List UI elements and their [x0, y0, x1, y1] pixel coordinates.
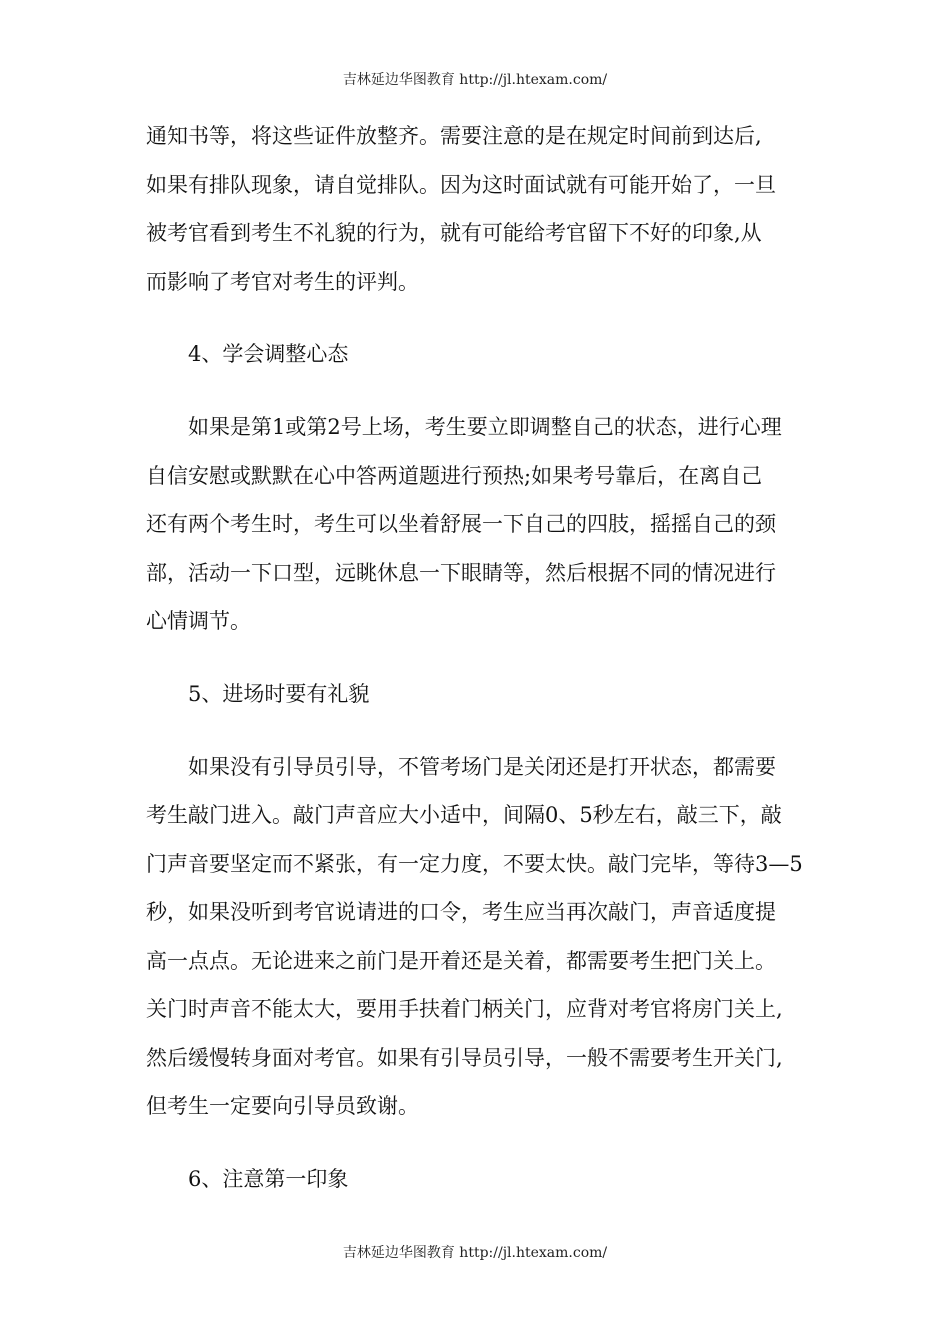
- page-footer: 吉林延边华图教育 http://jl.htexam.com/: [342, 1245, 608, 1261]
- text-line: 如果有排队现象，请自觉排队。因为这时面试就有可能开始了，一旦: [146, 172, 776, 197]
- text-line: 门声音要坚定而不紧张，有一定力度，不要太快。敲门完毕，等待3—5: [146, 851, 803, 876]
- text-line: 如果是第1或第2号上场，考生要立即调整自己的状态，进行心理: [188, 415, 782, 439]
- text-line: 但考生一定要向引导员致谢。: [146, 1094, 419, 1118]
- document-body: [146, 112, 812, 1203]
- text-line: 心情调节。: [146, 609, 251, 633]
- text-line: 秒，如果没听到考官说请进的口令，考生应当再次敲门，声音适度提: [146, 900, 776, 924]
- paragraph-entry-manners: [146, 743, 812, 1131]
- text-line: 高一点点。无论进来之前门是开着还是关着，都需要考生把门关上。: [146, 948, 776, 973]
- text-line: 还有两个考生时，考生可以坐着舒展一下自己的四肢，摇摇自己的颈: [146, 512, 776, 536]
- text-line: 而影响了考官对考生的评判。: [146, 269, 419, 294]
- text-line: 自信安慰或默默在心中答两道题进行预热;如果考号靠后，在离自己: [146, 463, 763, 488]
- section-heading-5: 5、进场时要有礼貌: [188, 681, 370, 706]
- section-heading-6: 6、注意第一印象: [188, 1166, 349, 1191]
- text-line: 如果没有引导员引导，不管考场门是关闭还是打开状态，都需要: [188, 754, 776, 779]
- text-line: 被考官看到考生不礼貌的行为，就有可能给考官留下不好的印象,从: [146, 221, 762, 245]
- section-heading-4: 4、学会调整心态: [188, 342, 349, 367]
- text-line: 关门时声音不能太大，要用手扶着门柄关门，应背对考官将房门关上,: [146, 997, 783, 1021]
- page-header: 吉林延边华图教育 http://jl.htexam.com/: [342, 72, 608, 88]
- paragraph-adjust-mindset: [146, 403, 812, 646]
- paragraph-arrival-etiquette: [146, 112, 812, 306]
- text-line: 部，活动一下口型，远眺休息一下眼睛等，然后根据不同的情况进行: [146, 560, 776, 585]
- text-line: 通知书等，将这些证件放整齐。需要注意的是在规定时间前到达后,: [146, 124, 762, 148]
- text-line: 考生敲门进入。敲门声音应大小适中，间隔0、5秒左右，敲三下，敲: [146, 803, 782, 827]
- text-line: 然后缓慢转身面对考官。如果有引导员引导，一般不需要考生开关门,: [146, 1045, 783, 1070]
